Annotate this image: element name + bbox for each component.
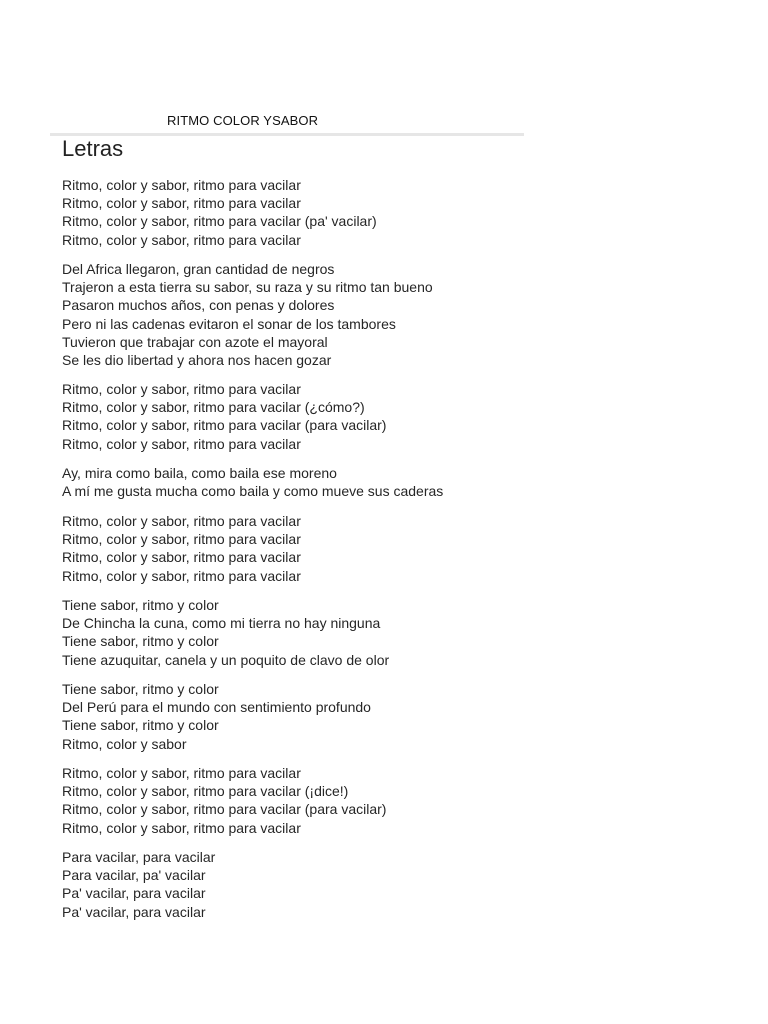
stanza-8 xyxy=(62,764,386,837)
lyric-line: Tuvieron que trabajar con azote el mayoral xyxy=(62,333,328,350)
lyric-line: Tiene azuquitar, canela y un poquito de clavo de olor xyxy=(62,651,390,668)
lyric-line: De Chincha la cuna, como mi tierra no hay ninguna xyxy=(62,615,381,632)
lyric-line: Ritmo, color y sabor, ritmo para vacilar xyxy=(62,567,301,584)
lyric-line: Ritmo, color y sabor, ritmo para vacilar xyxy=(62,381,301,397)
lyric-line: Ritmo, color y sabor, ritmo para vacilar xyxy=(62,177,301,193)
lyric-line: Ritmo, color y sabor, ritmo para vacilar xyxy=(62,765,301,781)
lyric-line: Ritmo, color y sabor, ritmo para vacilar xyxy=(62,195,301,212)
lyrics-heading: Letras xyxy=(62,136,124,161)
stanza-9 xyxy=(62,848,215,921)
stanza-2 xyxy=(62,260,433,369)
lyric-line: Ritmo, color y sabor, ritmo para vacilar (¿cómo?) xyxy=(62,399,365,416)
lyric-line: Para vacilar, para vacilar xyxy=(62,849,216,865)
lyric-line: Ritmo, color y sabor xyxy=(62,735,187,752)
lyric-line: Pa' vacilar, para vacilar xyxy=(62,903,206,920)
lyric-line: Para vacilar, pa' vacilar xyxy=(62,867,206,884)
lyric-line: Tiene sabor, ritmo y color xyxy=(62,717,219,734)
stanza-5 xyxy=(62,512,301,585)
lyric-line: Pa' vacilar, para vacilar xyxy=(62,885,206,902)
lyric-line: Del Africa llegaron, gran cantidad de negros xyxy=(62,261,335,277)
lyric-line: Del Perú para el mundo con sentimiento profundo xyxy=(62,699,371,716)
lyric-line: Ritmo, color y sabor, ritmo para vacilar xyxy=(62,435,301,452)
lyric-line: Tiene sabor, ritmo y color xyxy=(62,633,219,650)
lyric-line: Se les dio libertad y ahora nos hacen gozar xyxy=(62,351,332,368)
lyric-line: Ritmo, color y sabor, ritmo para vacilar (pa' vacilar) xyxy=(62,213,377,230)
lyric-line: Pero ni las cadenas evitaron el sonar de los tambores xyxy=(62,315,396,332)
lyric-line: Ay, mira como baila, como baila ese moreno xyxy=(62,465,337,481)
lyric-line: A mí me gusta mucha como baila y como mueve sus caderas xyxy=(62,483,444,500)
stanza-1 xyxy=(62,176,377,249)
lyric-line: Ritmo, color y sabor, ritmo para vacilar xyxy=(62,231,301,248)
stanza-6 xyxy=(62,596,389,669)
lyric-line: Ritmo, color y sabor, ritmo para vacilar xyxy=(62,531,301,548)
lyric-line: Tiene sabor, ritmo y color xyxy=(62,597,219,613)
lyric-line: Pasaron muchos años, con penas y dolores xyxy=(62,297,335,314)
lyric-line: Ritmo, color y sabor, ritmo para vacilar xyxy=(62,513,301,529)
lyrics-screenshot xyxy=(50,133,524,923)
document-title: RITMO COLOR YSABOR xyxy=(167,113,319,128)
stanza-3 xyxy=(62,380,386,453)
stanza-4 xyxy=(62,464,443,500)
lyric-line: Ritmo, color y sabor, ritmo para vacilar (para vacilar) xyxy=(62,801,387,818)
lyric-line: Ritmo, color y sabor, ritmo para vacilar (¡dice!) xyxy=(62,783,349,800)
lyric-line: Ritmo, color y sabor, ritmo para vacilar xyxy=(62,549,301,566)
lyric-line: Ritmo, color y sabor, ritmo para vacilar xyxy=(62,819,301,836)
lyric-line: Tiene sabor, ritmo y color xyxy=(62,681,219,697)
stanza-7 xyxy=(62,680,371,753)
lyric-line: Ritmo, color y sabor, ritmo para vacilar (para vacilar) xyxy=(62,417,387,434)
lyric-line: Trajeron a esta tierra su sabor, su raza y su ritmo tan bueno xyxy=(62,279,433,296)
